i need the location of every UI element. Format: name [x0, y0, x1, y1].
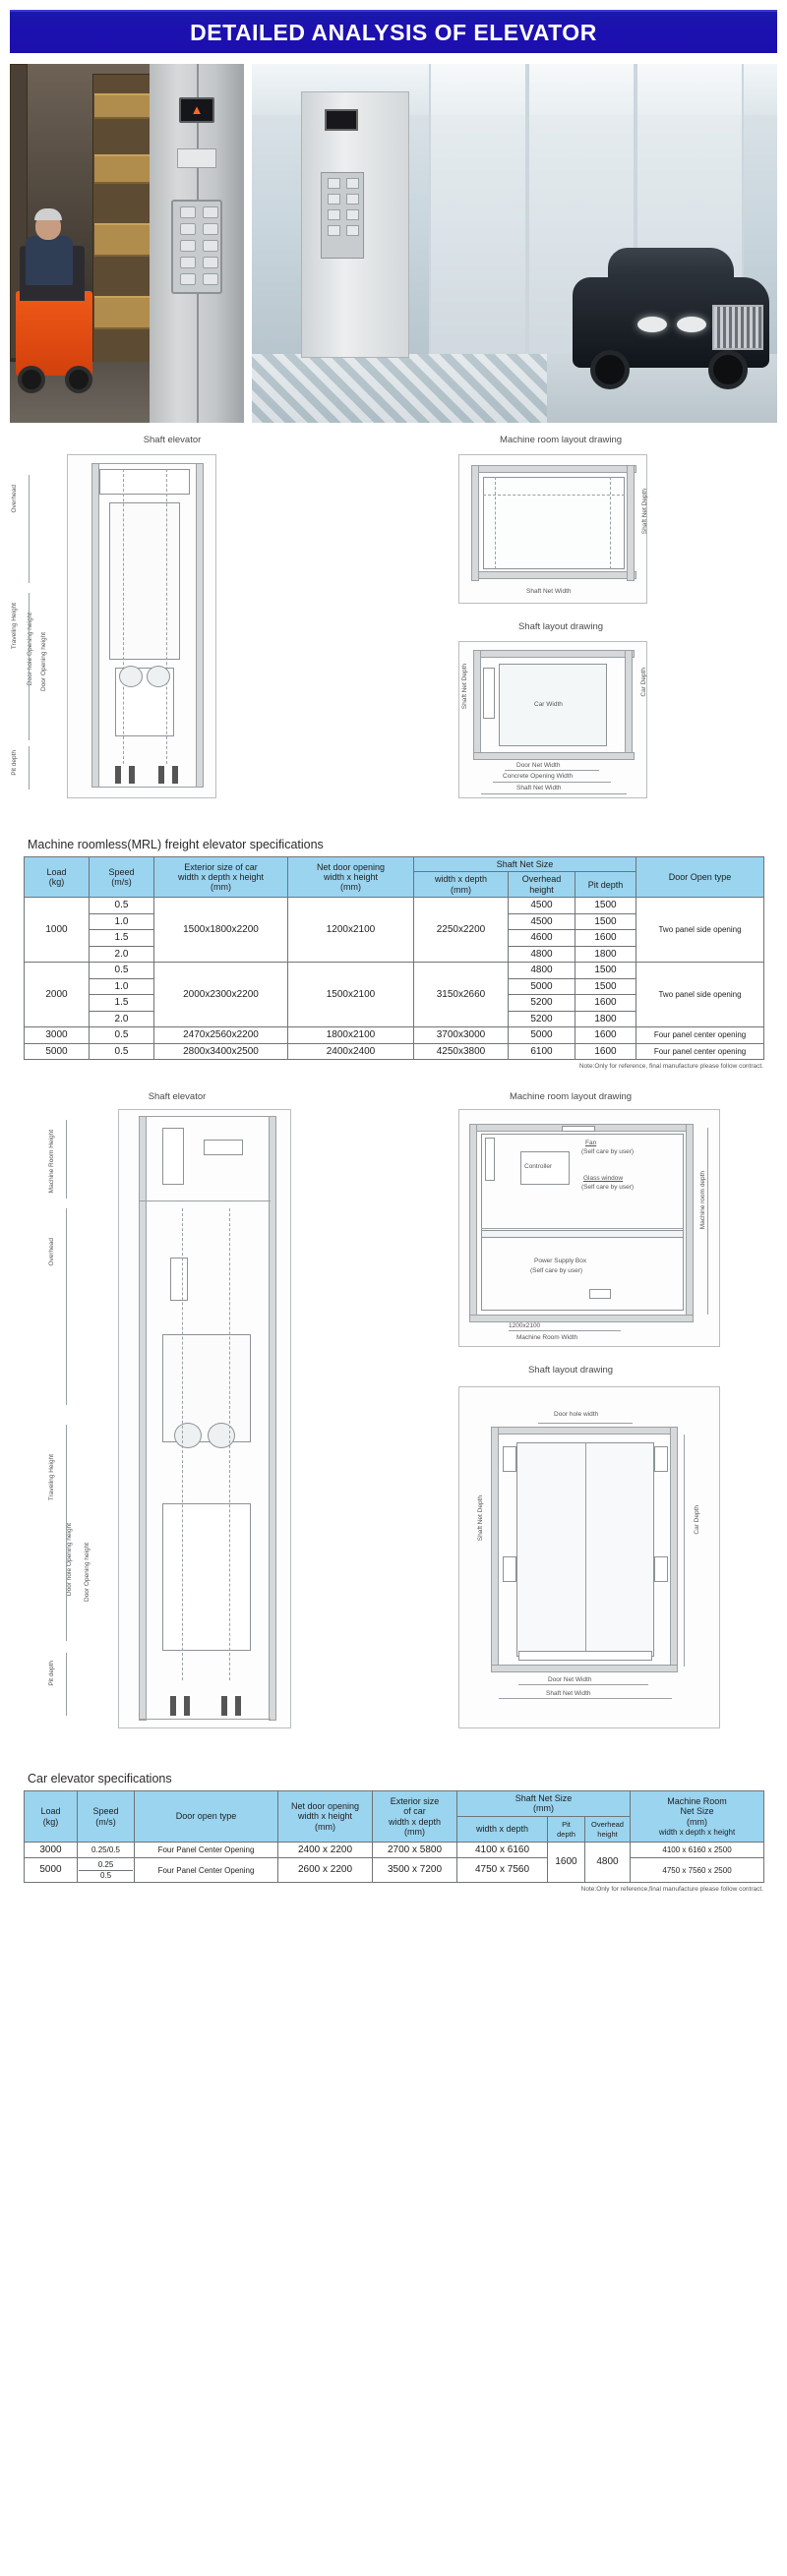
car-elevator-lobby-photo: [252, 64, 777, 423]
caption-shaft-elevator-1: Shaft elevator: [143, 435, 202, 445]
table2-block: [0, 1772, 787, 1893]
label-door-net-width-2: Door Net Width: [548, 1676, 592, 1684]
caption-shaft-layout-1: Shaft layout drawing: [517, 621, 604, 632]
label-door-opening-height-2: Door Opening height: [84, 1543, 91, 1603]
cell-pit: 1500: [575, 898, 636, 914]
cell-speed: 2.0: [90, 1011, 154, 1027]
cell-load: 3000: [25, 1027, 90, 1044]
elevator-button-panel[interactable]: [321, 172, 364, 259]
cell-exterior: 2800x3400x2500: [154, 1043, 288, 1060]
th-shaft-width-depth: width x depth (mm): [414, 872, 509, 898]
cell-pit: 1600: [548, 1842, 585, 1882]
machine-room-layout-drawing-2: [458, 1109, 720, 1347]
label-shaft-net-width-layout-1: Shaft Net Width: [516, 785, 562, 791]
label-overhead-2: Overhead: [48, 1238, 55, 1266]
cell-shaft-wd: 2250x2200: [414, 898, 509, 963]
label-glass-window-note-2: (Self care by user): [581, 1184, 635, 1192]
cell-pit: 1500: [575, 913, 636, 930]
label-door-hole-opening-height-2: Door hole Opening height: [66, 1523, 73, 1597]
shaft-layout-drawing-1: [458, 641, 647, 798]
pallet: [94, 296, 151, 329]
cell-overhead: 4800: [509, 946, 575, 963]
cell-door-open: Two panel side opening: [636, 963, 764, 1027]
elevator-display: [179, 97, 214, 123]
table2-note: Note:Only for reference,final manufacture please follow contract.: [580, 1885, 763, 1893]
cell-exterior: 3500 x 7200: [373, 1858, 457, 1882]
cell-speed: 0.5: [90, 898, 154, 914]
table1-title: Machine roomless(MRL) freight elevator specifications: [28, 838, 324, 851]
cell-machine-room-size: 4750 x 7560 x 2500: [631, 1858, 764, 1882]
label-shaft-net-width-2: Shaft Net Width: [546, 1690, 591, 1698]
th-exterior-size: Exterior size of car width x depth (mm): [373, 1791, 457, 1843]
label-power-supply-note-2: (Self care by user): [530, 1267, 583, 1275]
label-car-width-1: Car Width: [534, 701, 563, 708]
floor-button[interactable]: [346, 209, 359, 220]
th-speed: Speed (m/s): [90, 857, 154, 898]
label-overhead-1: Overhead: [11, 485, 18, 513]
cell-net-door: 2600 x 2200: [278, 1858, 373, 1882]
cell-pit: 1800: [575, 1011, 636, 1027]
cell-shaft-wd: 4100 x 6160: [457, 1842, 548, 1858]
label-glass-window-2: Glass window: [583, 1175, 624, 1183]
cell-exterior: 1500x1800x2200: [154, 898, 288, 963]
cell-overhead: 4500: [509, 913, 575, 930]
elevator-button-panel[interactable]: [171, 200, 222, 294]
freight-elevator-front: [150, 64, 244, 423]
cell-overhead: 4800: [509, 963, 575, 979]
pallet: [94, 154, 151, 184]
floor-button[interactable]: [180, 240, 196, 252]
cell-speed: 1.0: [90, 913, 154, 930]
cell-exterior: 2700 x 5800: [373, 1842, 457, 1858]
th-shaft-width-depth: width x depth: [457, 1816, 548, 1842]
table-row: [25, 1858, 764, 1882]
floor-button[interactable]: [203, 273, 218, 285]
cell-door-open: Four panel center opening: [636, 1027, 764, 1044]
cell-shaft-wd: 3150x2660: [414, 963, 509, 1027]
table1-note: Note:Only for reference, final manufacture please follow contract.: [578, 1063, 763, 1071]
label-concrete-opening-width-1: Concrete Opening Width: [503, 773, 574, 780]
floor-button[interactable]: [203, 240, 218, 252]
cell-speed: 0.5: [90, 1043, 154, 1060]
caption-shaft-elevator-2: Shaft elevator: [148, 1091, 207, 1103]
cell-speed: 2.0: [90, 946, 154, 963]
label-door-net-width-1: Door Net Width: [516, 762, 561, 769]
page-title: DETAILED ANALYSIS OF ELEVATOR: [190, 19, 597, 45]
cell-speed: 1.5: [90, 995, 154, 1012]
forklift-body: [16, 291, 92, 376]
car-grille: [712, 305, 763, 350]
label-door-opening-height-1: Door Opening height: [40, 632, 47, 691]
th-speed: Speed (m/s): [78, 1791, 135, 1843]
floor-button[interactable]: [180, 273, 196, 285]
cell-door-open: Two panel side opening: [636, 898, 764, 963]
caption-shaft-layout-2: Shaft layout drawing: [527, 1365, 614, 1376]
th-overhead-height: Overhead height: [509, 872, 575, 898]
th-door-open-type: Door Open type: [636, 857, 764, 898]
th-door-open-type: Door open type: [135, 1791, 278, 1843]
driver-torso: [26, 236, 73, 285]
cell-overhead: 5000: [509, 1027, 575, 1044]
cell-net-door: 1800x2100: [288, 1027, 414, 1044]
floor-button[interactable]: [203, 206, 218, 218]
cell-net-door: 1200x2100: [288, 898, 414, 963]
cell-overhead: 5000: [509, 978, 575, 995]
cell-overhead: 5200: [509, 1011, 575, 1027]
cell-load: 3000: [25, 1842, 78, 1858]
label-shaft-net-width-1: Shaft Net Width: [526, 588, 572, 595]
cell-shaft-wd: 3700x3000: [414, 1027, 509, 1044]
cell-machine-room-size: 4100 x 6160 x 2500: [631, 1842, 764, 1858]
cell-overhead: 4500: [509, 898, 575, 914]
car-wheel: [708, 350, 748, 389]
shaft-elevation-drawing-2: [48, 1109, 291, 1728]
label-door-hole-width-2: Door hole width: [554, 1411, 599, 1419]
car-headlight: [637, 317, 667, 332]
up-arrow-icon: ▲: [190, 102, 204, 117]
label-traveling-height-2: Traveling Height: [48, 1454, 55, 1501]
cell-pit: 1600: [575, 1027, 636, 1044]
mrl-freight-elevator-spec-table: [24, 856, 764, 1060]
table2-body: [25, 1842, 764, 1882]
cell-overhead: 4600: [509, 930, 575, 947]
label-machine-room-width-2: Machine Room Width: [516, 1334, 578, 1342]
cell-pit: 1600: [575, 930, 636, 947]
label-machine-room-height-2: Machine Room Height: [48, 1130, 55, 1194]
th-pit-depth: Pit depth: [575, 872, 636, 898]
car-elevator-spec-table: [24, 1790, 764, 1883]
elevator-display: [325, 109, 358, 131]
cell-speed: 1.5: [90, 930, 154, 947]
cell-door-open: Four Panel Center Opening: [135, 1842, 278, 1858]
table1-header-row-1: [25, 857, 764, 872]
cell-shaft-wd: 4750 x 7560: [457, 1858, 548, 1882]
table-row: [25, 1842, 764, 1858]
floor-button[interactable]: [180, 223, 196, 235]
label-traveling-height-1: Traveling Height: [11, 603, 18, 650]
forklift-wheel: [18, 366, 45, 393]
th-exterior-size: Exterior size of car width x depth x height (mm): [154, 857, 288, 898]
cell-door-open: Four panel center opening: [636, 1043, 764, 1060]
th-net-door-opening: Net door opening width x height (mm): [278, 1791, 373, 1843]
cell-overhead: 4800: [585, 1842, 631, 1882]
cell-net-door: 2400 x 2200: [278, 1842, 373, 1858]
cell-load: 5000: [25, 1043, 90, 1060]
label-car-depth-1: Car Depth: [640, 668, 647, 697]
cell-speed: 0.25/0.5: [78, 1842, 135, 1858]
label-shaft-net-depth-2: Shaft Net Depth: [477, 1495, 484, 1542]
shaft-layout-drawing-2: [458, 1386, 720, 1728]
cell-load: 2000: [25, 963, 90, 1027]
table1-block: [0, 838, 787, 1070]
cell-speed: 0.5: [90, 1027, 154, 1044]
label-machine-room-depth-2: Machine room depth: [699, 1171, 706, 1230]
label-fan-note-2: (Self care by user): [581, 1148, 635, 1156]
warehouse-freight-elevator-photo: [10, 64, 244, 423]
table2-header-row-1: [25, 1791, 764, 1817]
cell-speed: 1.0: [90, 978, 154, 995]
shaft-elevation-drawing-1: [11, 454, 216, 798]
th-load: Load (kg): [25, 857, 90, 898]
elevator-sign-plate: [177, 148, 216, 168]
label-pit-depth-1: Pit depth: [11, 750, 18, 776]
cell-pit: 1500: [575, 963, 636, 979]
cell-net-door: 1500x2100: [288, 963, 414, 1027]
th-pit-depth: Pit depth: [548, 1816, 585, 1842]
cell-exterior: 2470x2560x2200: [154, 1027, 288, 1044]
photo-strip: [10, 64, 777, 423]
forklift-wheel: [65, 366, 92, 393]
label-shaft-net-depth-1: Shaft Net Depth: [641, 489, 648, 535]
car-wheel: [590, 350, 630, 389]
label-controller-2: Controller: [524, 1163, 553, 1171]
floor-button[interactable]: [328, 194, 340, 205]
cell-pit: 1600: [575, 995, 636, 1012]
machine-room-layout-drawing-1: [458, 454, 647, 604]
th-load: Load (kg): [25, 1791, 78, 1843]
label-car-depth-2: Car Depth: [694, 1505, 700, 1535]
caption-machine-room-2: Machine room layout drawing: [509, 1091, 633, 1103]
th-shaft-net-size-group: Shaft Net Size (mm): [457, 1791, 631, 1817]
floor-button[interactable]: [180, 257, 196, 268]
cell-shaft-wd: 4250x3800: [414, 1043, 509, 1060]
floor-button[interactable]: [180, 206, 196, 218]
label-door-size-2: 1200x2100: [509, 1322, 541, 1330]
floor-button[interactable]: [203, 223, 218, 235]
cell-speed: 0.25 0.5: [78, 1858, 135, 1882]
floor-button[interactable]: [328, 209, 340, 220]
cell-speed: 0.5: [90, 963, 154, 979]
cell-overhead: 5200: [509, 995, 575, 1012]
cell-pit: 1500: [575, 978, 636, 995]
th-machine-room-net-size-group: Machine Room Net Size (mm) width x depth x height: [631, 1791, 764, 1843]
car-headlight: [677, 317, 706, 332]
table-row: [25, 1043, 764, 1060]
cell-exterior: 2000x2300x2200: [154, 963, 288, 1027]
lobby-floor-tiles: [252, 354, 547, 423]
floor-button[interactable]: [328, 225, 340, 236]
label-pit-depth-2: Pit depth: [48, 1661, 55, 1686]
label-power-supply-box-2: Power Supply Box: [534, 1258, 587, 1265]
pallet: [94, 223, 151, 257]
cell-door-open: Four Panel Center Opening: [135, 1858, 278, 1882]
cell-pit: 1600: [575, 1043, 636, 1060]
floor-button[interactable]: [346, 178, 359, 189]
table-row: [25, 898, 764, 914]
cell-overhead: 6100: [509, 1043, 575, 1060]
diagram-section-2: [0, 1091, 787, 1770]
page-header-banner: [10, 10, 777, 53]
caption-machine-room-1: Machine room layout drawing: [499, 435, 623, 445]
label-door-hole-opening-height-1: Door hole Opening height: [27, 613, 33, 686]
floor-button[interactable]: [346, 194, 359, 205]
diagram-section-1: [0, 435, 787, 828]
label-fan-2: Fan: [585, 1140, 597, 1147]
floor-button[interactable]: [203, 257, 218, 268]
cell-net-door: 2400x2400: [288, 1043, 414, 1060]
th-net-door-opening: Net door opening width x height (mm): [288, 857, 414, 898]
th-shaft-net-size-group: Shaft Net Size: [414, 857, 636, 872]
table-row: [25, 963, 764, 979]
table2-title: Car elevator specifications: [28, 1772, 172, 1786]
cell-load: 5000: [25, 1858, 78, 1882]
cell-load: 1000: [25, 898, 90, 963]
pallet: [94, 93, 151, 119]
label-shaft-net-depth-layout-1: Shaft Net Depth: [461, 664, 468, 710]
floor-button[interactable]: [328, 178, 340, 189]
table1-body: [25, 898, 764, 1060]
floor-button[interactable]: [346, 225, 359, 236]
table-row: [25, 1027, 764, 1044]
th-overhead-height: Overhead height: [585, 1816, 631, 1842]
cell-pit: 1800: [575, 946, 636, 963]
